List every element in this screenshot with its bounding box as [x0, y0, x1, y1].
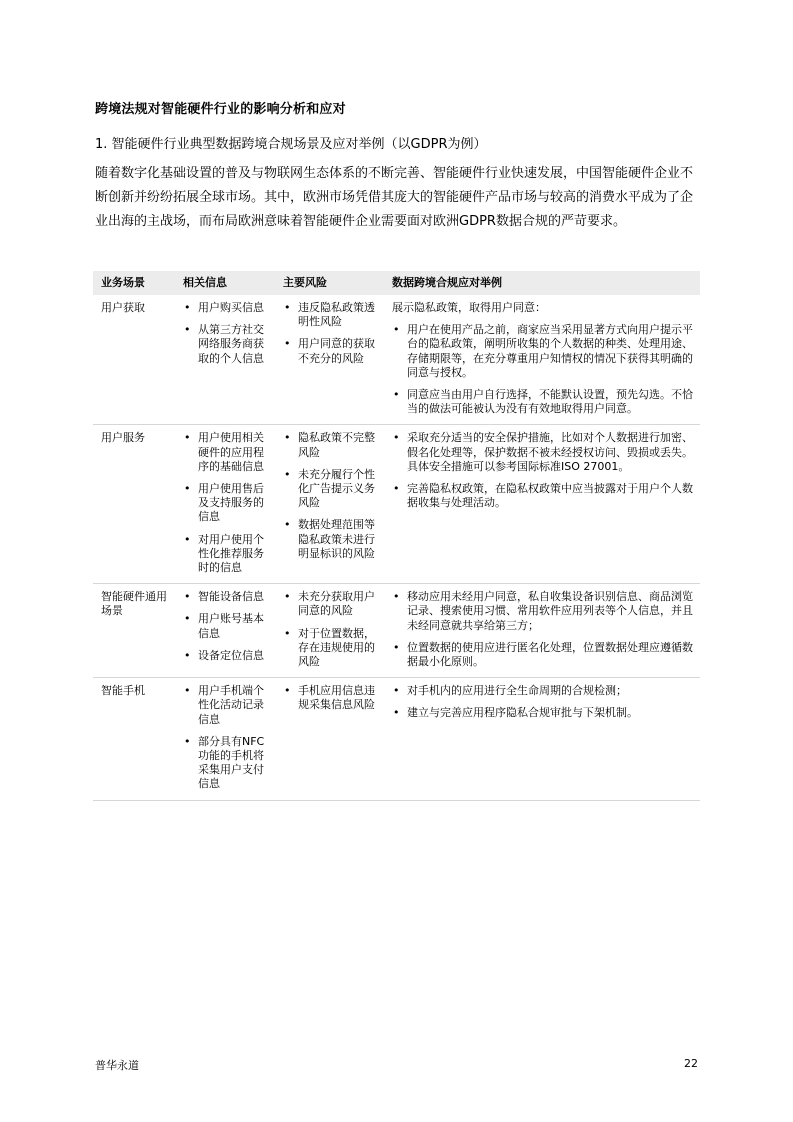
header-response: 数据跨境合规应对举例 [384, 271, 700, 295]
cell-response-list [392, 684, 696, 720]
cell-info-list [183, 431, 271, 575]
cell-risks [275, 584, 384, 678]
cell-risks-list [283, 684, 380, 712]
list-item: • 完善隐私权政策，在隐私权政策中应当披露对于用户个人数据收集与处理活动。 [392, 482, 696, 510]
subsection-heading: 1. 智能硬件行业典型数据跨境合规场景及应对举例（以GDPR为例） [95, 137, 487, 152]
list-item: • 未充分履行个性化广告提示义务风险 [283, 468, 380, 511]
list-item: • 采取充分适当的安全保护措施，比如对个人数据进行加密、假名化处理等，保护数据不被未经授权访问、毁损或丢失。具体安全措施可以参考国际标准ISO 27001。 [392, 431, 696, 474]
cell-info-list [183, 590, 271, 663]
cell-risks-list [283, 590, 380, 669]
cell-response [384, 425, 700, 584]
cell-info [175, 425, 275, 584]
list-item: • 建立与完善应用程序隐私合规审批与下架机制。 [392, 706, 696, 720]
list-item: • 用户同意的获取不充分的风险 [283, 337, 380, 365]
cell-risks [275, 295, 384, 425]
table-row [93, 584, 700, 678]
cell-response-list [392, 431, 696, 510]
list-item: • 数据处理范围等隐私政策未进行明显标识的风险 [283, 518, 380, 561]
list-item: • 用户在使用产品之前，商家应当采用显著方式向用户提示平台的隐私政策，阐明所收集的个人数据的种类、处理用途、存储期限等，在充分尊重用户知情权的情况下获得其明确的同意与授权。 [392, 323, 696, 380]
header-scenario: 业务场景 [93, 271, 175, 295]
table-row [93, 295, 700, 425]
cell-info-list [183, 684, 271, 791]
intro-paragraph: 随着数字化基础设置的普及与物联网生态体系的不断完善、智能硬件行业快速发展，中国智能硬件企业不断创新并纷纷拓展全球市场。其中，欧洲市场凭借其庞大的智能硬件产品市场与较高的消费水平成为了企业出海的主战场，而布局欧洲意味着智能硬件企业需要面对欧洲GDPR数据合规的严苛要求。 [95, 166, 694, 229]
header-risks: 主要风险 [275, 271, 384, 295]
list-item: • 用户购买信息 [183, 301, 271, 315]
page-number: 22 [684, 1057, 698, 1070]
cell-info [175, 678, 275, 800]
list-item: • 智能设备信息 [183, 590, 271, 604]
cell-scenario: 智能硬件通用场景 [93, 584, 175, 678]
compliance-scenarios-table [93, 271, 700, 801]
list-item: • 未充分获取用户同意的风险 [283, 590, 380, 618]
list-item: • 对手机内的应用进行全生命周期的合规检测； [392, 684, 696, 698]
cell-response-list [392, 590, 696, 669]
cell-info [175, 295, 275, 425]
cell-risks [275, 678, 384, 800]
list-item: • 用户手机端个性化活动记录信息 [183, 684, 271, 727]
cell-scenario: 用户获取 [93, 295, 175, 425]
list-item: • 违反隐私政策透明性风险 [283, 301, 380, 329]
footer-brand: 普华永道 [95, 1059, 139, 1072]
list-item: • 移动应用未经用户同意，私自收集设备识别信息、商品浏览记录、搜索使用习惯、常用软件应用列表等个人信息，并且未经同意就共享给第三方； [392, 590, 696, 633]
list-item: • 对于位置数据，存在违规使用的风险 [283, 627, 380, 670]
list-item: • 用户使用相关硬件的应用程序的基础信息 [183, 431, 271, 474]
cell-response [384, 295, 700, 425]
list-item: • 用户账号基本信息 [183, 612, 271, 640]
cell-response [384, 584, 700, 678]
cell-risks-list [283, 431, 380, 561]
cell-info-list [183, 301, 271, 366]
list-item: • 位置数据的使用应进行匿名化处理，位置数据处理应遵循数据最小化原则。 [392, 641, 696, 669]
cell-scenario: 用户服务 [93, 425, 175, 584]
list-item: • 设备定位信息 [183, 649, 271, 663]
table-row [93, 678, 700, 800]
response-lead: 展示隐私政策，取得用户同意： [392, 301, 546, 314]
cell-info [175, 584, 275, 678]
cell-risks-list [283, 301, 380, 366]
table-row [93, 425, 700, 584]
cell-response [384, 678, 700, 800]
list-item: • 隐私政策不完整风险 [283, 431, 380, 459]
list-item: • 手机应用信息违规采集信息风险 [283, 684, 380, 712]
list-item: • 部分具有NFC功能的手机将采集用户支付信息 [183, 735, 271, 792]
list-item: • 从第三方社交网络服务商获取的个人信息 [183, 323, 271, 366]
cell-risks [275, 425, 384, 584]
header-info: 相关信息 [175, 271, 275, 295]
section-heading: 跨境法规对智能硬件行业的影响分析和应对 [95, 102, 346, 117]
table-header-row [93, 271, 700, 295]
list-item: • 对用户使用个性化推荐服务时的信息 [183, 533, 271, 576]
cell-response-list [392, 323, 696, 416]
list-item: • 用户使用售后及支持服务的信息 [183, 482, 271, 525]
cell-scenario: 智能手机 [93, 678, 175, 800]
list-item: • 同意应当由用户自行选择，不能默认设置，预先勾选。不恰当的做法可能被认为没有有效地取得用户同意。 [392, 388, 696, 416]
